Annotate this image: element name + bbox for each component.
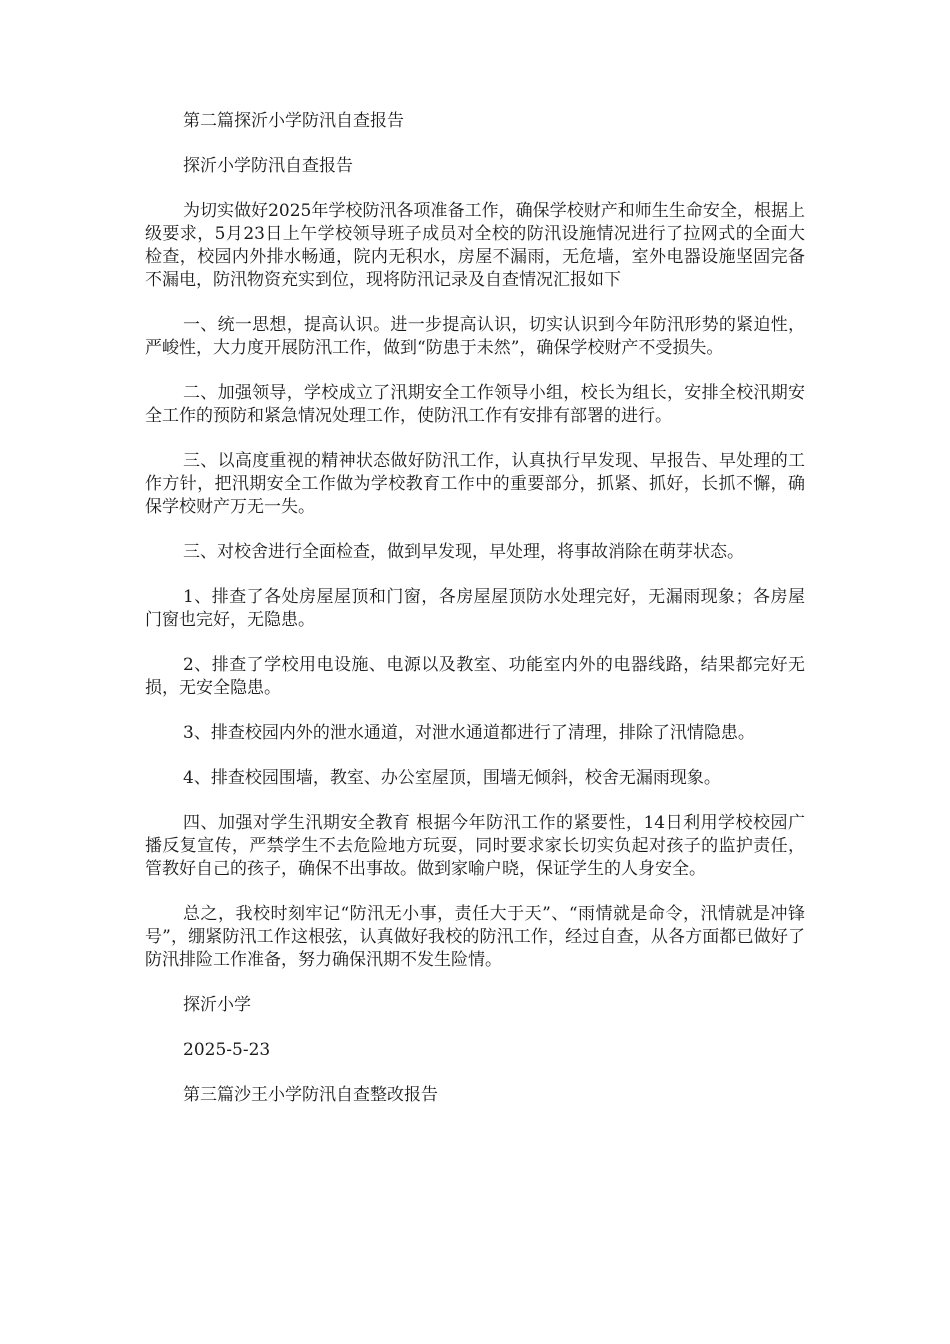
document-body bbox=[145, 110, 805, 1129]
section-title: 第二篇探沂小学防汛自查报告 bbox=[183, 111, 404, 131]
conclusion-paragraph: 总之，我校时刻牢记“防汛无小事，责任大于天”、“雨情就是命令，汛情就是冲锋号”，绷紧防汛工作这根弦，认真做好我校的防汛工作，经过自查，从各方面都已做好了防汛排险工作准备，努力确保汛期不发生险情。 bbox=[145, 904, 805, 970]
signature-school: 探沂小学 bbox=[183, 995, 251, 1015]
paragraph-high-attention: 三、以高度重视的精神状态做好防汛工作，认真执行早发现、早报告、早处理的工作方针，把汛期安全工作做为学校教育工作中的重要部分，抓紧、抓好，长抓不懈，确保学校财产万无一失。 bbox=[145, 451, 805, 517]
paragraph-student-education: 四、加强对学生汛期安全教育 根据今年防汛工作的紧要性，14日利用学校校园广播反复宣传，严禁学生不去危险地方玩耍，同时要求家长切实负起对孩子的监护责任，管教好自己的孩子，确保不出事故。做到家喻户晓，保证学生的人身安全。 bbox=[145, 813, 805, 879]
paragraph-unify-thinking: 一、统一思想，提高认识。进一步提高认识，切实认识到今年防汛形势的紧迫性，严峻性，大力度开展防汛工作，做到“防患于未然”，确保学校财产不受损失。 bbox=[145, 315, 805, 358]
paragraph-building-inspection: 三、对校舍进行全面检查，做到早发现，早处理，将事故消除在萌芽状态。 bbox=[183, 542, 744, 562]
list-item-walls: 4、排查校园围墙，教室、办公室屋顶，围墙无倾斜，校舍无漏雨现象。 bbox=[183, 768, 721, 788]
signature-date: 2025-5-23 bbox=[183, 1040, 271, 1060]
paragraph-strengthen-leadership: 二、加强领导，学校成立了汛期安全工作领导小组，校长为组长，安排全校汛期安全工作的预防和紧急情况处理工作，使防汛工作有安排有部署的进行。 bbox=[145, 383, 805, 426]
list-item-drainage: 3、排查校园内外的泄水通道，对泄水通道都进行了清理，排除了汛情隐患。 bbox=[183, 723, 755, 743]
list-item-roofs: 1、排查了各处房屋屋顶和门窗，各房屋屋顶防水处理完好，无漏雨现象；各房屋门窗也完好，无隐患。 bbox=[145, 587, 805, 630]
report-title: 探沂小学防汛自查报告 bbox=[183, 156, 353, 176]
list-item-electrical: 2、排查了学校用电设施、电源以及教室、功能室内外的电器线路，结果都完好无损，无安全隐患。 bbox=[145, 655, 805, 698]
next-section-title: 第三篇沙王小学防汛自查整改报告 bbox=[183, 1085, 438, 1105]
intro-paragraph: 为切实做好2025年学校防汛各项准备工作，确保学校财产和师生生命安全，根据上级要求，5月23日上午学校领导班子成员对全校的防汛设施情况进行了拉网式的全面大检查，校园内外排水畅通，院内无积水，房屋不漏雨，无危墙，室外电器设施坚固完备不漏电，防汛物资充实到位，现将防汛记录及自查情况汇报如下 bbox=[145, 201, 805, 290]
